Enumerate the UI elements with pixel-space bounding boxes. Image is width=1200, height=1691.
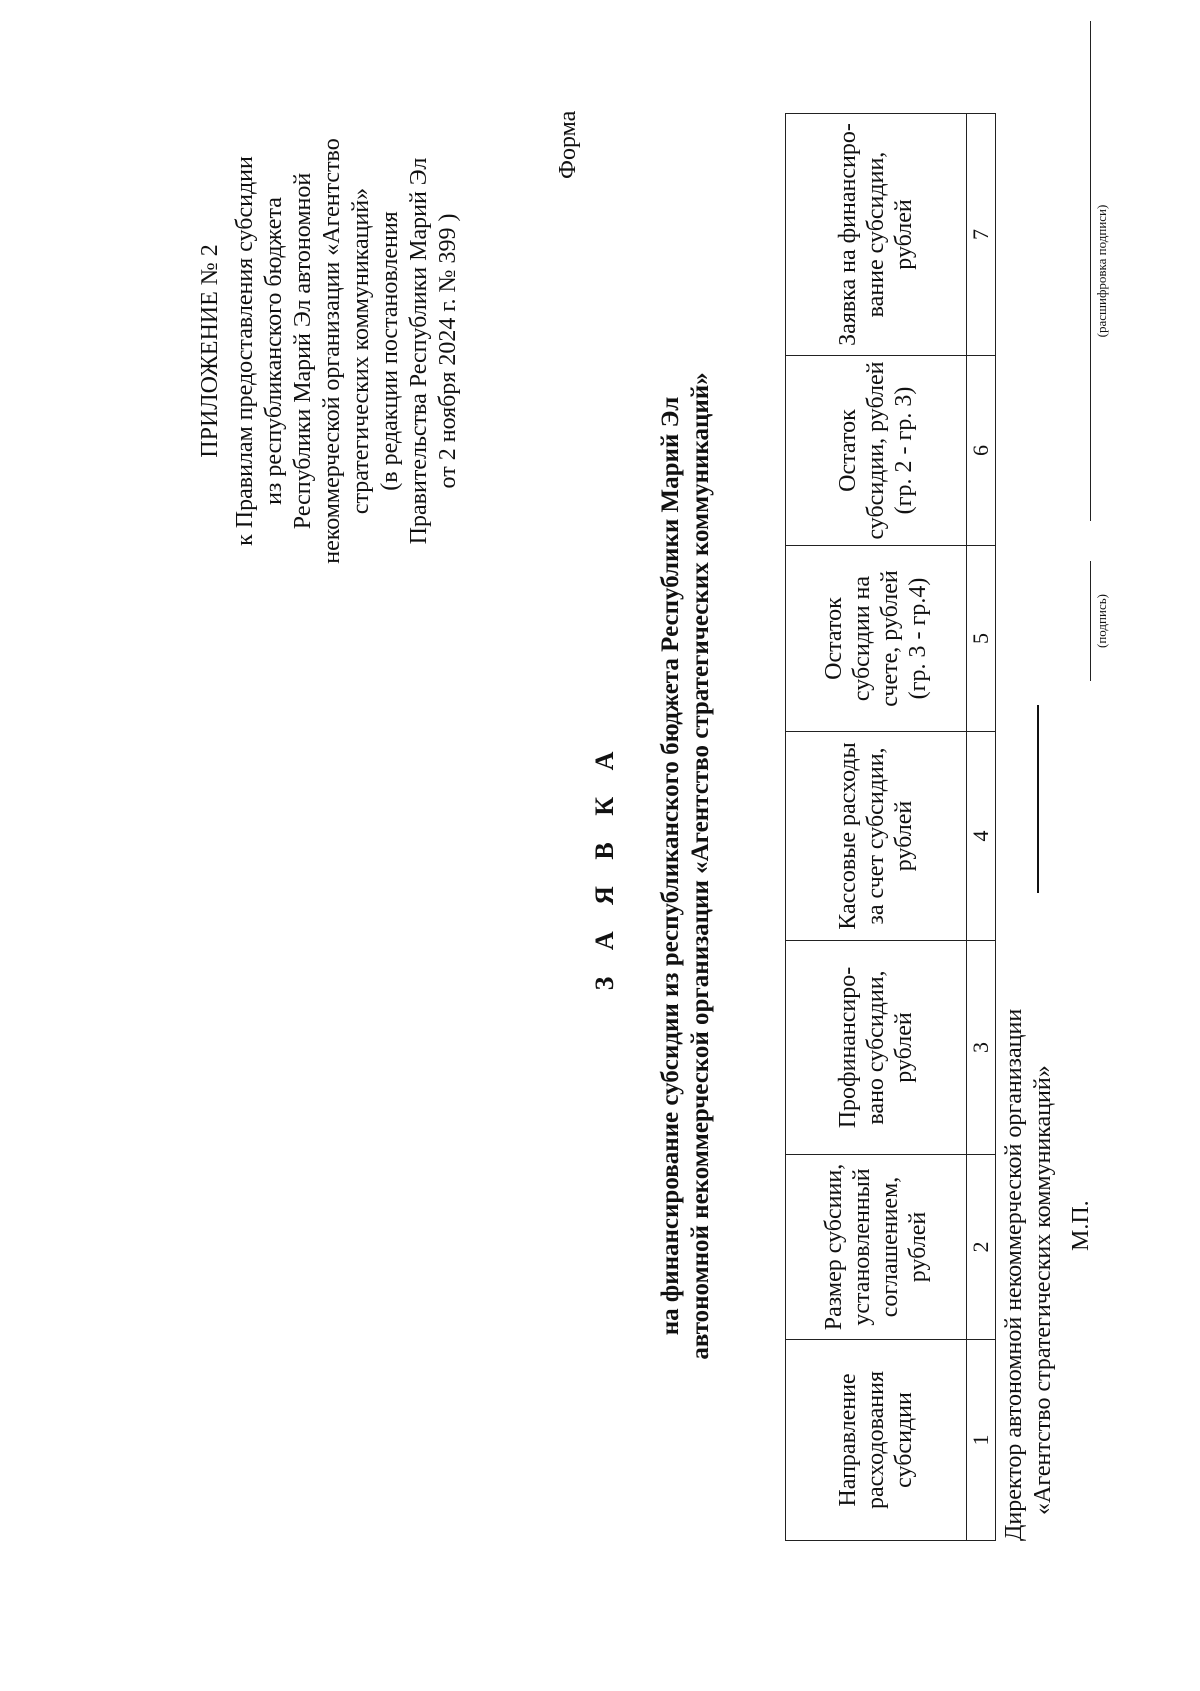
- decoding-caption: (расшифровка подписи): [1094, 204, 1109, 338]
- form-label: Форма: [555, 110, 581, 179]
- column-header: Остаток субсидии, рублей (гр. 2 - гр. 3): [786, 356, 967, 546]
- column-number: 2: [967, 1155, 996, 1340]
- column-number: 5: [967, 546, 996, 732]
- decoding-line: [1090, 21, 1091, 521]
- column-number: 3: [967, 941, 996, 1155]
- director-organization: «Агентство стратегических коммуникаций»: [1030, 1065, 1056, 1515]
- director-block: [1000, 1009, 1058, 1541]
- appendix-heading: ПРИЛОЖЕНИЕ № 2: [197, 244, 223, 458]
- appendix-line: Правительства Республики Марий Эл: [406, 157, 432, 545]
- appendix-line: к Правилам предоставления субсидии: [232, 156, 258, 546]
- application-table: [785, 113, 996, 1541]
- column-number: 7: [967, 114, 996, 356]
- column-number: 6: [967, 356, 996, 546]
- appendix-line: стратегических коммуникаций»: [348, 187, 374, 515]
- column-header: Профинансиро-вано субсидии, рублей: [786, 941, 967, 1155]
- director-title: Директор автономной некоммерческой организации: [1001, 1008, 1027, 1541]
- appendix-block: [196, 131, 463, 571]
- title-line-2: автономной некоммерческой организации «Агентство стратегических коммуникаций»: [687, 372, 714, 1360]
- stamp-place: М.П.: [1068, 1200, 1094, 1251]
- appendix-line: (в редакции постановления: [377, 211, 403, 491]
- appendix-line: от 2 ноября 2024 г. № 399 ): [435, 213, 461, 489]
- column-number: 4: [967, 732, 996, 941]
- divider-line: [1037, 705, 1039, 893]
- column-header: Заявка на финансиро-вание субсидии, рублей: [786, 114, 967, 356]
- appendix-line: некоммерческой организации «Агентство: [319, 138, 345, 564]
- appendix-line: из республиканского бюджета: [261, 197, 287, 505]
- table-header-row: [786, 114, 967, 1541]
- title-line-1: на финансирование субсидии из республиканского бюджета Республики Марий Эл: [657, 396, 684, 1336]
- column-header: Направление расходования субсидии: [786, 1340, 967, 1541]
- document-title: [590, 291, 716, 1441]
- signature-caption: (подпись): [1094, 594, 1109, 648]
- column-header: Размер субсиии, установленный соглашением, рублей: [786, 1155, 967, 1340]
- appendix-line: Республики Марий Эл автономной: [290, 172, 316, 530]
- signature-line: [1090, 561, 1091, 681]
- table-row: [967, 114, 996, 1541]
- column-header: Остаток субсидии на счете, рублей (гр. 3 - гр.4): [786, 546, 967, 732]
- column-header: Кассовые расходы за счет субсидии, рублей: [786, 732, 967, 941]
- title-word: З А Я В К А: [590, 741, 619, 991]
- column-number: 1: [967, 1340, 996, 1541]
